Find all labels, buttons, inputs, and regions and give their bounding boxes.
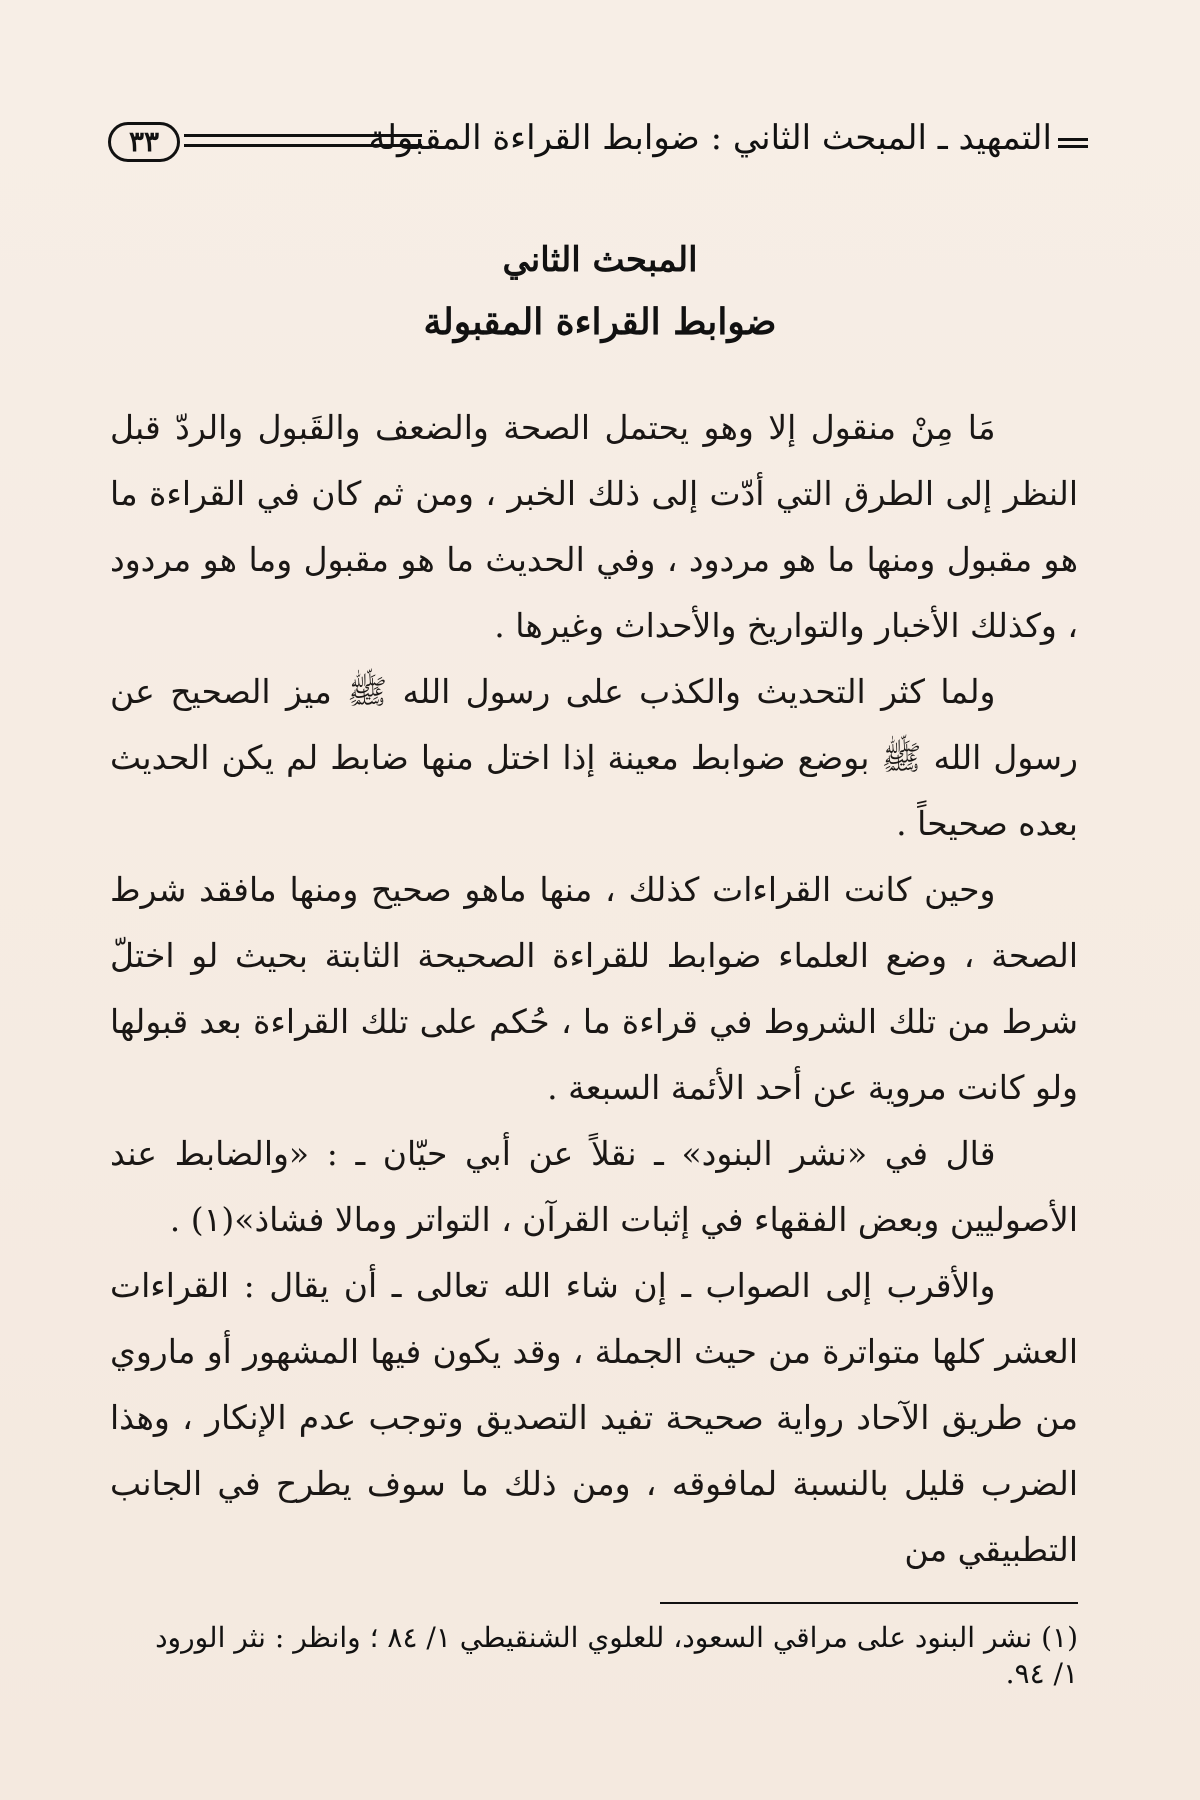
header-ornament bbox=[1058, 138, 1088, 148]
paragraph-1: مَا مِنْ منقول إلا وهو يحتمل الصحة والضعف والقَبول والردّ قبل النظر إلى الطرق التي أدّت إلى ذلك الخبر ، ومن ثم كان في القراءة ما هو مقبول ومنها ما هو مردود ، وفي الحديث ما هو مقبول وما هو مردود ، وكذلك الأخبار والتواريخ والأحداث وغيرها . bbox=[110, 408, 1078, 645]
running-header bbox=[108, 118, 1088, 174]
paragraph-5: والأقرب إلى الصواب ـ إن شاء الله تعالى ـ أن يقال : القراءات العشر كلها متواترة من حيث الجملة ، وقد يكون فيها المشهور أو ماروي من طريق الآحاد رواية صحيحة تفيد التصديق وتوجب عدم الإنكار ، وهذا الضرب قليل بالنسبة لمافوقه ، ومن ذلك ما سوف يطرح في الجانب التطبيقي من bbox=[110, 1266, 1078, 1569]
running-header-title: التمهيد ـ المبحث الثاني : ضوابط القراءة المقبولة bbox=[368, 118, 1052, 158]
section-heading: المبحث الثاني bbox=[502, 240, 698, 280]
footnote-divider bbox=[660, 1602, 1078, 1604]
main-text bbox=[110, 395, 1078, 1583]
footnote: (١) نشر البنود على مراقي السعود، للعلوي الشنقيطي ١/ ٨٤ ؛ وانظر : نثر الورود ١/ ٩٤. bbox=[155, 1621, 1078, 1691]
paragraph-3: وحين كانت القراءات كذلك ، منها ماهو صحيح ومنها مافقد شرط الصحة ، وضع العلماء ضوابط للقراءة الصحيحة الثابتة بحيث لو اختلّ شرط من تلك الشروط في قراءة ما ، حُكم على تلك القراءة بعد قبولها ولو كانت مروية عن أحد الأئمة السبعة . bbox=[110, 870, 1078, 1107]
section-subheading: ضوابط القراءة المقبولة bbox=[423, 301, 777, 343]
page-number-badge: ٣٣ bbox=[108, 122, 180, 162]
paragraph-4: قال في «نشر البنود» ـ نقلاً عن أبي حيّان ـ : «والضابط عند الأصوليين وبعض الفقهاء في إثبات القرآن ، التواتر ومالا فشاذ»(١) . bbox=[110, 1134, 1078, 1239]
paragraph-2: ولما كثر التحديث والكذب على رسول الله ﷺ ميز الصحيح عن رسول الله ﷺ بوضع ضوابط معينة إذا اختل منها ضابط لم يكن الحديث بعده صحيحاً . bbox=[110, 672, 1078, 843]
